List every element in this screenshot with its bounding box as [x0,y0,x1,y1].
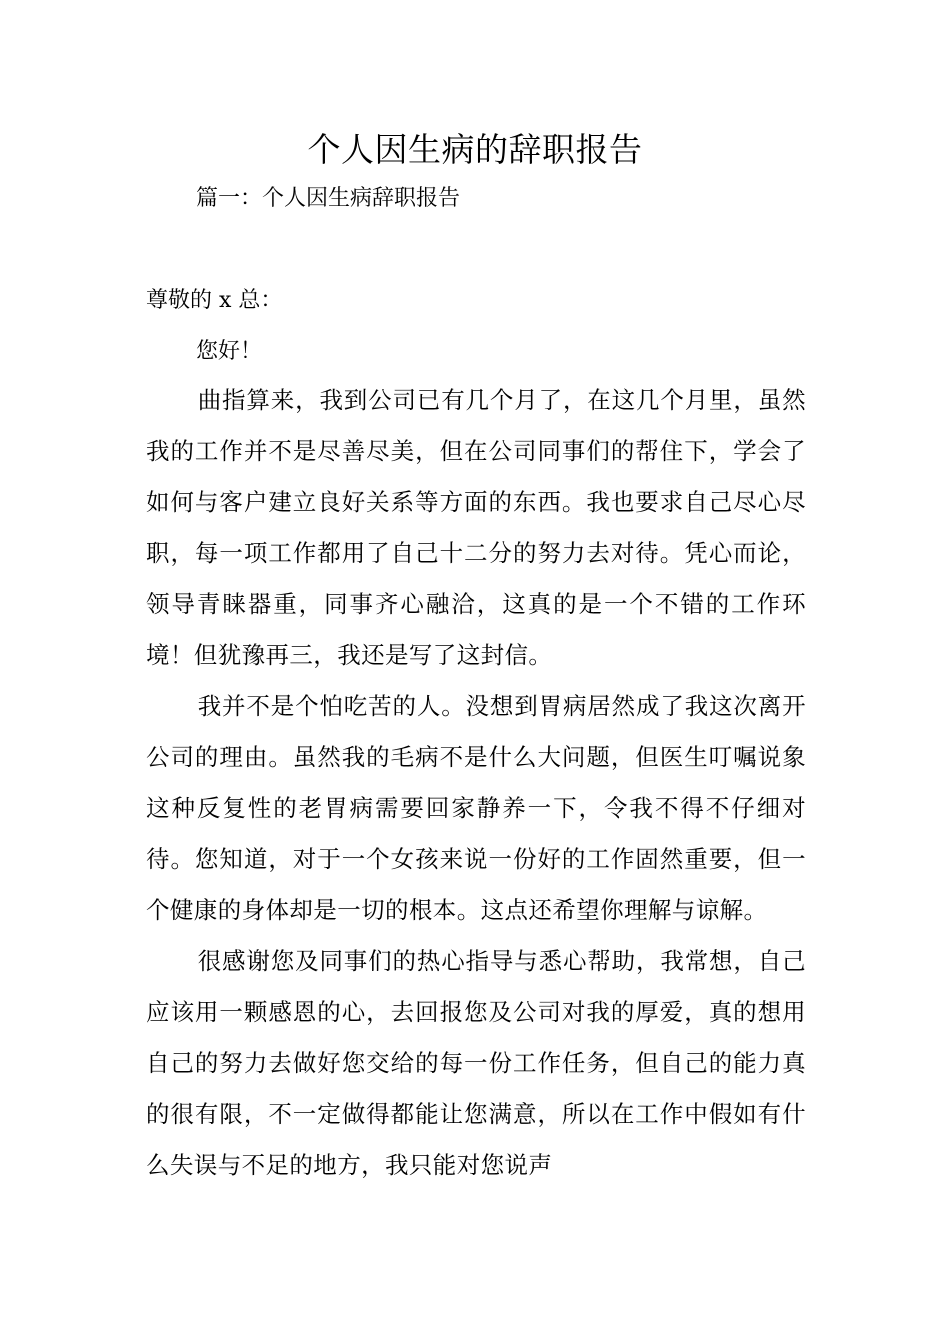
document-subtitle: 篇一：个人因生病辞职报告 [196,186,461,211]
body-paragraph-2: 我并不是个怕吃苦的人。没想到胃病居然成了我这次离开公司的理由。虽然我的毛病不是什么大问题，但医生叮嘱说象这种反复性的老胃病需要回家静养一下，令我不得不仔细对待。您知道，对于一个女孩来说一份好的工作固然重要，但一个健康的身体却是一切的根本。这点还希望你理解与谅解。 [146,692,806,924]
document-title: 个人因生病的辞职报告 [307,130,643,169]
body-paragraph-3: 很感谢您及同事们的热心指导与悉心帮助，我常想，自己应该用一颗感恩的心，去回报您及公司对我的厚爱，真的想用自己的努力去做好您交给的每一份工作任务，但自己的能力真的很有限，不一定做得都能让您满意，所以在工作中假如有什么失误与不足的地方，我只能对您说声 [146,947,806,1179]
letter-body [146,375,806,1191]
letter-greeting: 您好！ [196,339,263,364]
letter-salutation: 尊敬的 x 总： [146,288,283,313]
body-paragraph-1: 曲指算来，我到公司已有几个月了，在这几个月里，虽然我的工作并不是尽善尽美，但在公司同事们的帮住下，学会了如何与客户建立良好关系等方面的东西。我也要求自己尽心尽职，每一项工作都用了自己十二分的努力去对待。凭心而论，领导青睐器重，同事齐心融洽，这真的是一个不错的工作环境！但犹豫再三，我还是写了这封信。 [146,386,806,669]
